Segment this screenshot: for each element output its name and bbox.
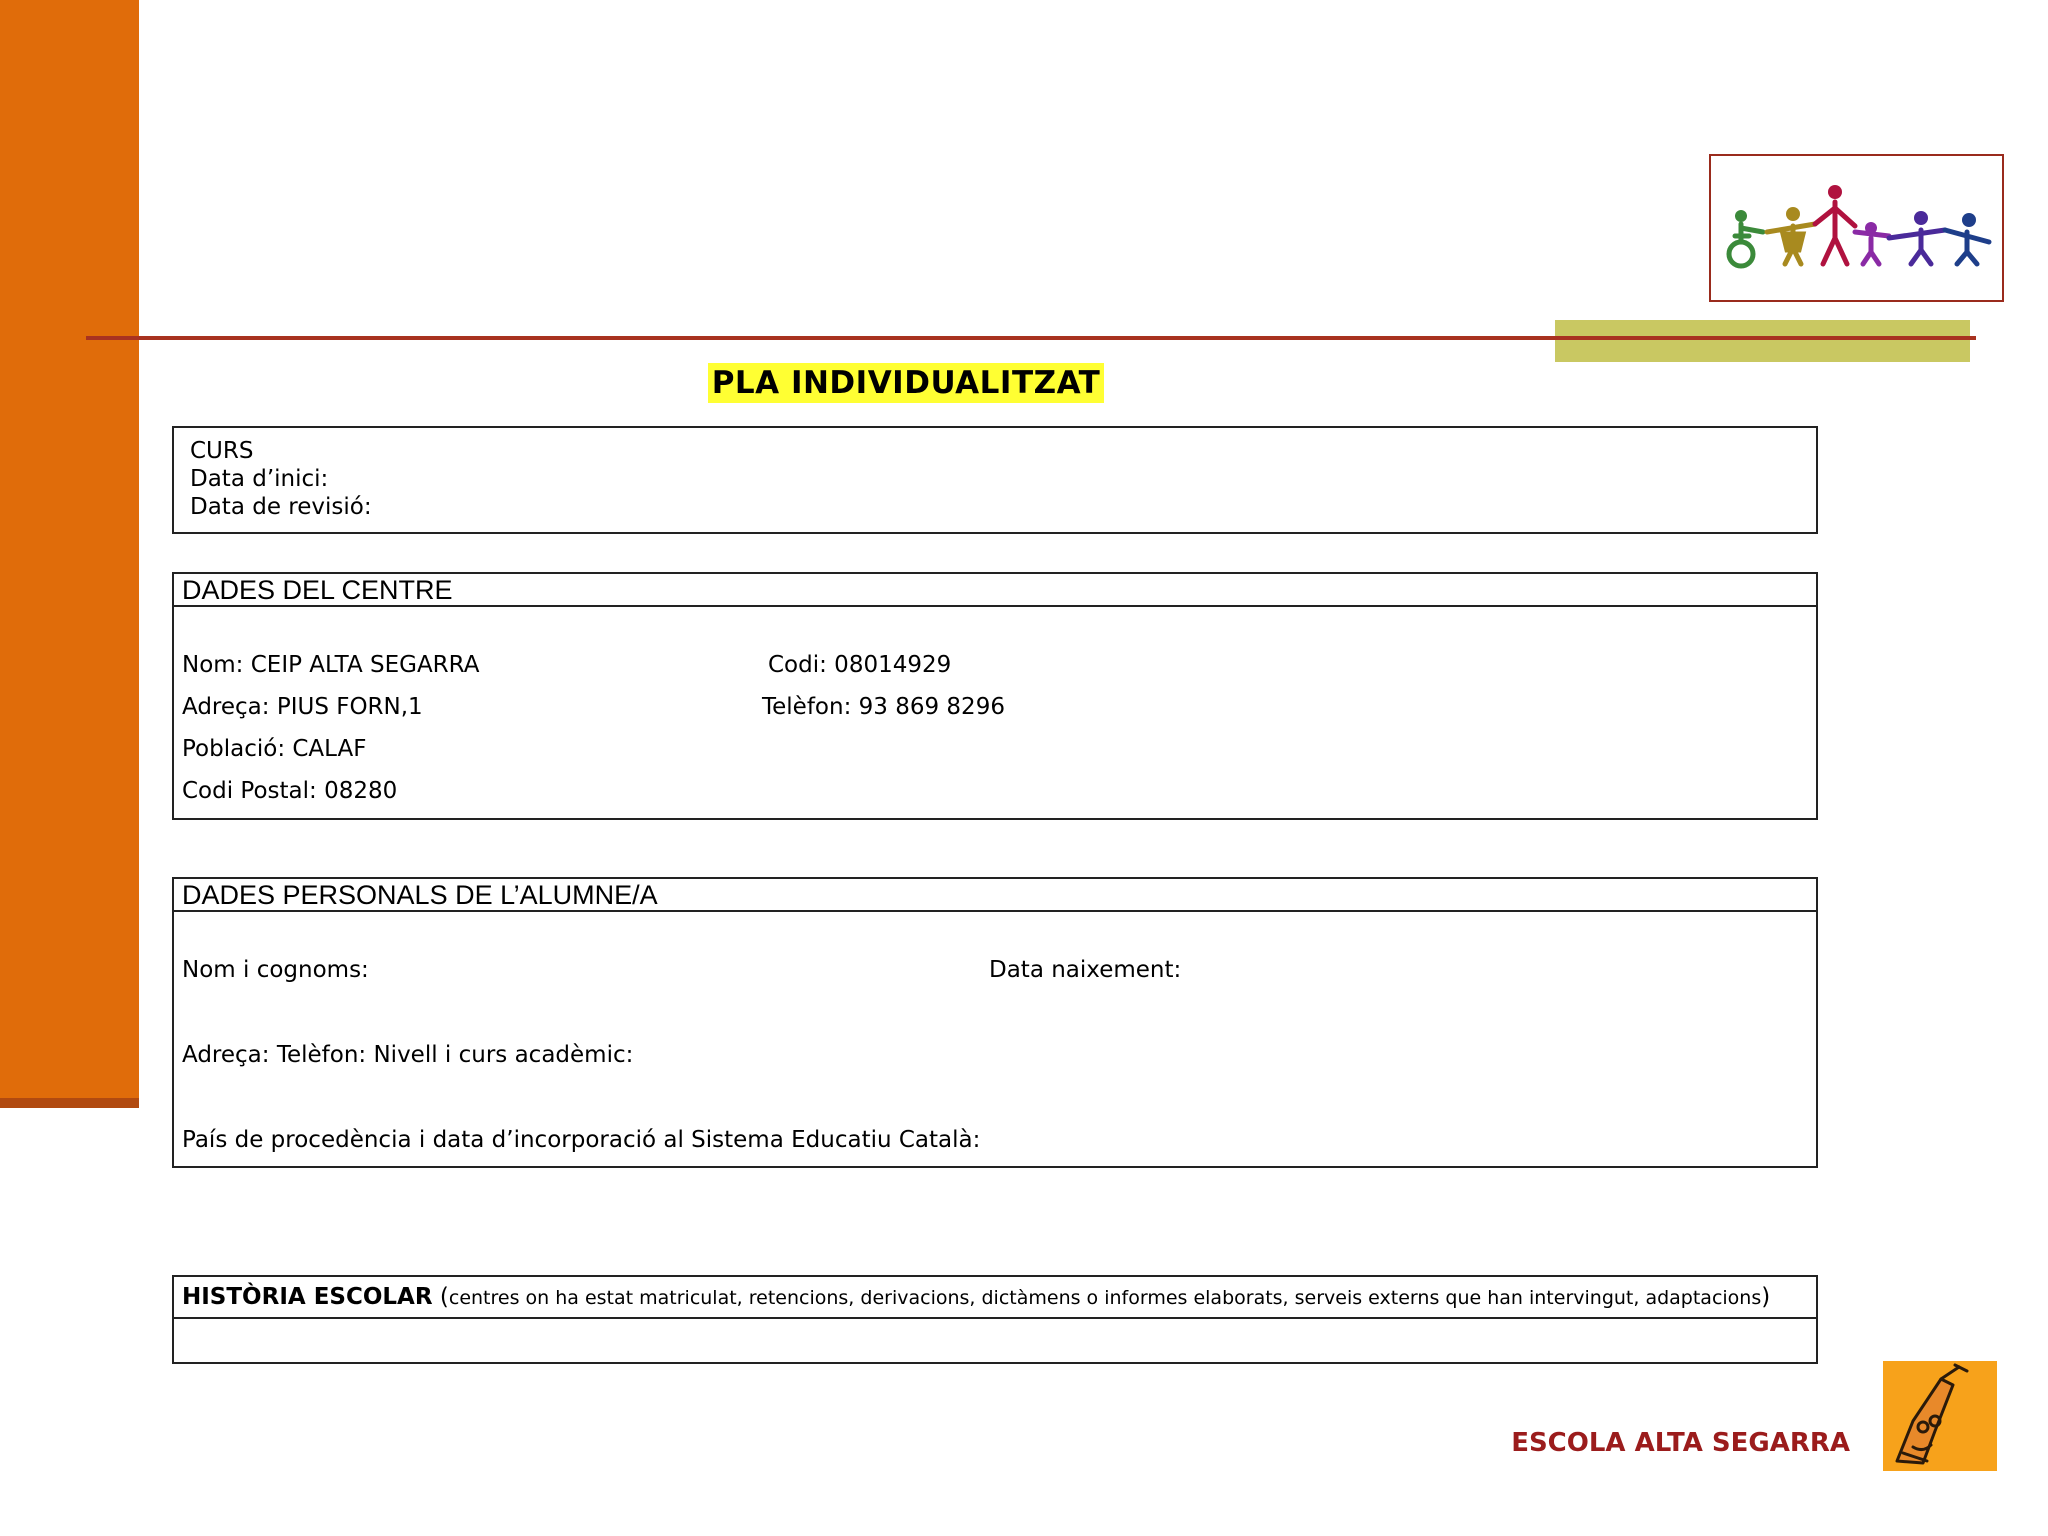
history-box (172, 1275, 1818, 1364)
school-name: ESCOLA ALTA SEGARRA (1511, 1428, 1850, 1458)
bell-tower-icon (1883, 1361, 1997, 1471)
centre-name: Nom: CEIP ALTA SEGARRA (182, 652, 480, 678)
centre-box (172, 572, 1818, 820)
course-box (172, 426, 1818, 534)
sidebar-bar-base (0, 1098, 139, 1108)
centre-phone: Telèfon: 93 869 8296 (762, 694, 1005, 720)
student-origin-label: País de procedència i data d’incorporació al Sistema Educatiu Català: (182, 1127, 981, 1153)
course-label: CURS (190, 438, 254, 464)
title-text: PLA INDIVIDUALITZAT (708, 363, 1105, 403)
centre-code: Codi: 08014929 (768, 652, 952, 678)
people-icon (1711, 156, 2002, 300)
student-heading: DADES PERSONALS DE L’ALUMNE/A (174, 879, 1816, 912)
history-close-paren: ) (1761, 1284, 1771, 1310)
start-date-label: Data d’inici: (190, 466, 329, 492)
people-holding-hands-logo (1709, 154, 2004, 302)
history-subtitle: centres on ha estat matriculat, retencions, derivacions, dictàmens o informes elaborats, serveis externs que han intervingut, adaptacions (448, 1287, 1762, 1309)
student-box (172, 877, 1818, 1168)
header-rule-overlay (1555, 336, 1970, 340)
history-heading (174, 1277, 1816, 1319)
page-title (0, 365, 1812, 401)
sidebar-bar (0, 0, 139, 1098)
bell-tower-logo (1883, 1361, 1997, 1471)
centre-town: Població: CALAF (182, 736, 367, 762)
accent-block (1555, 320, 1970, 362)
student-birth-label: Data naixement: (989, 957, 1182, 983)
centre-heading: DADES DEL CENTRE (174, 574, 1816, 607)
centre-postcode: Codi Postal: 08280 (182, 778, 398, 804)
student-address-label: Adreça: Telèfon: Nivell i curs acadèmic: (182, 1042, 634, 1068)
revision-date-label: Data de revisió: (190, 494, 372, 520)
history-open-paren: ( (432, 1284, 449, 1310)
history-title: HISTÒRIA ESCOLAR (182, 1284, 433, 1310)
centre-address: Adreça: PIUS FORN,1 (182, 694, 423, 720)
student-name-label: Nom i cognoms: (182, 957, 369, 983)
